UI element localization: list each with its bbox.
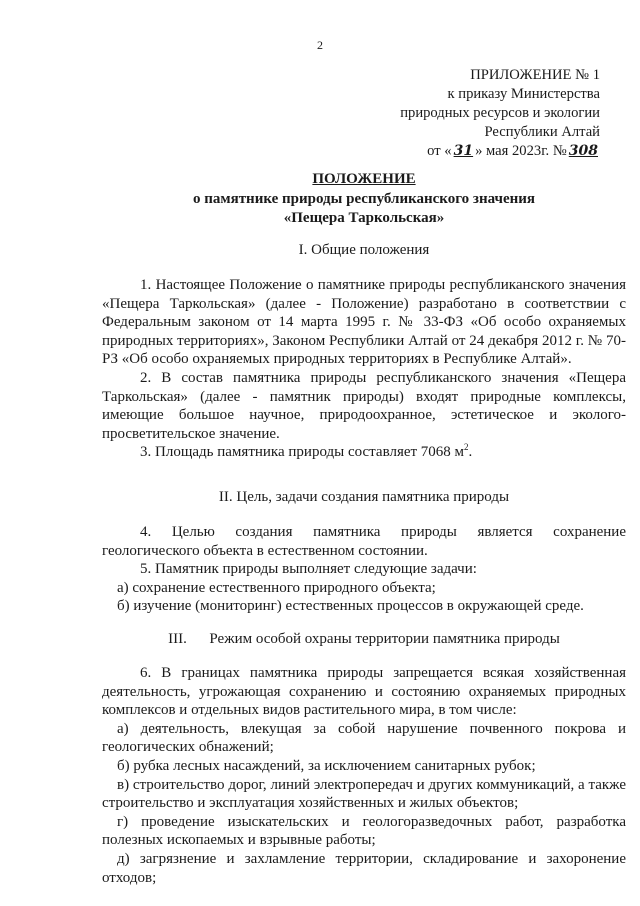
paragraph-2: 2. В состав памятника природы республиканского значения «Пещера Таркольская» (далее - памятник природы) входят природные комплексы, имеющие большое научное, природоохранное, эстетическое и эколого-просветительское значение. xyxy=(102,369,626,442)
paragraph-1: 1. Настоящее Положение о памятнике природы республиканского значения «Пещера Таркольская» (далее - Положение) разработано в соответствии с Федеральным законом от 14 марта 1995 г. № 33-ФЗ «Об особо охраняемых природных территориях», Законом Республики Алтай от 24 декабря 2012 г. № 70-РЗ «Об особо охраняемых природных территориях в Республике Алтай». xyxy=(102,277,626,368)
paragraph-3-text: 3. Площадь памятника природы составляет 7068 м xyxy=(140,444,465,461)
list-item-a: а) сохранение естественного природного объекта; xyxy=(117,579,436,596)
appendix-title: ПРИЛОЖЕНИЕ № 1 xyxy=(470,67,600,83)
title-main: ПОЛОЖЕНИЕ xyxy=(312,171,416,187)
list-item-b: б) изучение (мониторинг) естественных процессов в окружающей среде. xyxy=(117,598,584,615)
section-heading-3: III. Режим особой охраны территории памятника природы xyxy=(168,631,560,647)
appendix-line: к приказу Министерства xyxy=(447,86,600,102)
section-3-body xyxy=(102,664,626,887)
paragraph-4: 4. Целью создания памятника природы является сохранение геологического объекта в естественном состоянии. xyxy=(102,524,626,559)
appendix-line: природных ресурсов и экологии xyxy=(400,105,600,121)
appendix-date-line xyxy=(340,142,600,161)
list-item-c: в) строительство дорог, линий электропередач и других коммуникаций, а также строительство и эксплуатация хозяйственных и жилых объектов; xyxy=(102,776,626,812)
appendix-line: Республики Алтай xyxy=(484,124,600,140)
title-line: «Пещера Таркольская» xyxy=(283,210,445,226)
section-2-body xyxy=(102,523,626,616)
list-item-e: д) загрязнение и захламление территории, складирование и захоронение отходов; xyxy=(102,850,626,886)
list-item-d: г) проведение изыскательских и геологоразведочных работ, разработка полезных ископаемых и взрывные работы; xyxy=(102,813,626,849)
date-prefix: от « xyxy=(427,143,452,159)
section-heading-2: II. Цель, задачи создания памятника природы xyxy=(218,489,510,505)
handwritten-day: 31 xyxy=(453,143,474,159)
paragraph-3 xyxy=(102,443,626,462)
title-line: о памятнике природы республиканского значения xyxy=(192,190,536,207)
handwritten-order-number: 308 xyxy=(568,143,598,159)
page-number: 2 xyxy=(317,38,323,52)
list-item-a: а) деятельность, влекущая за собой нарушение почвенного покрова и геологических обнажений; xyxy=(102,720,626,756)
date-middle: » мая 2023г. № xyxy=(475,143,567,159)
section-1-body xyxy=(102,276,626,462)
appendix-header xyxy=(340,66,600,161)
list-item-b: б) рубка лесных насаждений, за исключением санитарных рубок; xyxy=(117,757,536,774)
paragraph-3-end: . xyxy=(468,444,473,461)
squared-superscript: 2 xyxy=(464,442,469,453)
document-title xyxy=(102,170,626,229)
paragraph-6: 6. В границах памятника природы запрещается всякая хозяйственная деятельность, угрожающая сохранению и состоянию охраняемых природных комплексов и отдельных видов растительного мира, в том числе: xyxy=(102,665,626,719)
paragraph-5: 5. Памятник природы выполняет следующие задачи: xyxy=(140,561,477,578)
section-heading-1: I. Общие положения xyxy=(298,242,430,258)
